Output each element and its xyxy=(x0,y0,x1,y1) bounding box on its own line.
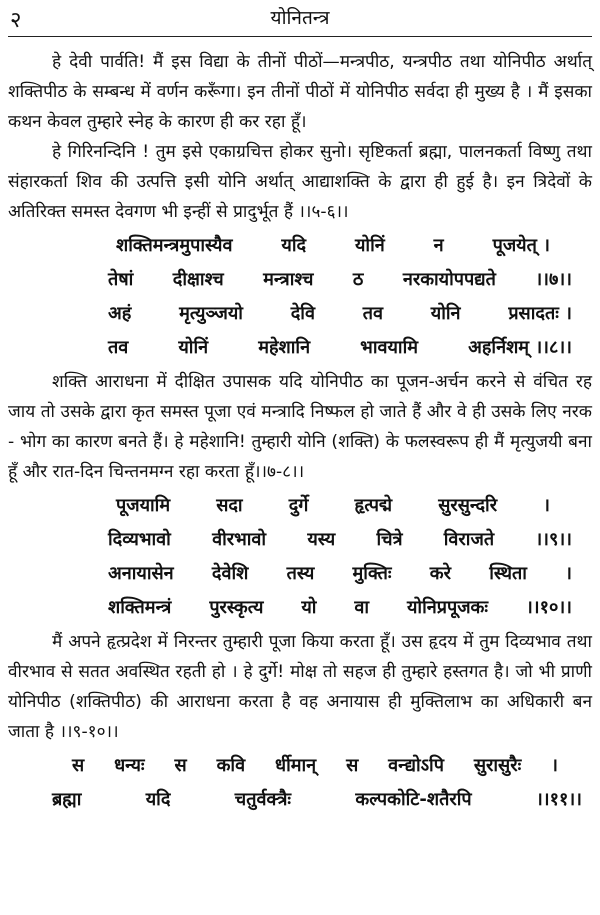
verse-word: पूजयेत् । xyxy=(492,235,550,256)
paragraph-2: हे गिरिनन्दिनि ! तुम इसे एकाग्रचित्त होकर सुनो। सृष्टिकर्ता ब्रह्मा, पालनकर्ता विष्णु तथा संहारकर्ता शिव की उत्पत्ति इसी योनि अर्थात् आद्याशक्ति के द्वारा ही हुई है। इन त्रिदेवों के अतिरिक्त समस्त देवगण भी इन्हीं से प्रादुर्भूत हैं ।।५-६।। xyxy=(8,142,592,222)
verse-word: योनि xyxy=(430,303,461,324)
verse-word: सुरसुन्दरि xyxy=(438,495,498,516)
verse-word: महेशानि xyxy=(258,337,311,358)
verse-word: स xyxy=(174,755,187,776)
verse-word: देवेशि xyxy=(211,563,249,584)
page-header xyxy=(8,0,592,37)
verse-line xyxy=(108,557,572,591)
verse-word: ठ xyxy=(352,269,364,290)
verse-word: चतुर्वक्त्रैः xyxy=(234,789,292,810)
verse-word: कल्पकोटि-शतैरपि xyxy=(355,789,472,810)
verse-block-5-8 xyxy=(8,229,592,365)
verse-word: तव xyxy=(108,337,129,358)
verse-number: ।।७।। xyxy=(535,269,572,290)
verse-number: ।।९।। xyxy=(535,529,572,550)
verse-line xyxy=(72,749,558,783)
verse-word: मुक्तिः xyxy=(352,563,392,584)
page-number: २ xyxy=(10,8,22,33)
verse-word: यदि xyxy=(281,235,307,256)
verse-word: पुरस्कृत्य xyxy=(209,597,264,618)
verse-word: स्थिता xyxy=(489,563,527,584)
verse-word: सुरासुरैः xyxy=(473,755,522,776)
verse-word: अनायासेन xyxy=(108,563,174,584)
verse-word: भावयामि xyxy=(360,337,419,358)
verse-word: र्धीमान् xyxy=(275,755,317,776)
verse-word: । xyxy=(565,563,572,584)
verse-word: । xyxy=(551,755,558,776)
verse-word: अहर्निशम् ।।८।। xyxy=(468,337,572,358)
paragraph-3: शक्ति आराधना में दीक्षित उपासक यदि योनिपीठ का पूजन-अर्चन करने से वंचित रह जाय तो उसके द्वारा कृत समस्त पूजा एवं मन्त्रादि निष्फल हो जाते हैं और वे ही उसके लिए नरक - भोग का कारण बनते हैं। हे महेशानि! तुम्हारी योनि (शक्ति) के फलस्वरूप ही मैं मृत्युजयी बना हूँ और रात-दिन चिन्तनमग्न रहा करता हूँ।।७-८।। xyxy=(8,372,592,482)
verse-word: प्रसादतः । xyxy=(508,303,572,324)
verse-word: तेषां xyxy=(108,269,134,290)
paragraph-4: मैं अपने हृत्प्रदेश में निरन्तर तुम्हारी पूजा किया करता हूँ। उस हृदय में तुम दिव्यभाव तथा वीरभाव से सतत अवस्थित रहती हो । हे दुर्गे! मोक्ष तो सहज ही तुम्हारे हस्तगत है। जो भी प्राणी योनिपीठ (शक्तिपीठ) की आराधना करता है वह अनायास ही मुक्तिलाभ का अधिकारी बन जाता है ।।९-१०।। xyxy=(8,632,592,742)
verse-line xyxy=(116,229,550,263)
verse-word: शक्तिमन्त्रं xyxy=(108,597,172,618)
running-title: योनितन्त्र xyxy=(270,7,330,29)
verse-word: यस्य xyxy=(307,529,336,550)
verse-word: सदा xyxy=(216,495,243,516)
verse-block-9-10 xyxy=(8,489,592,625)
verse-word: । xyxy=(543,495,550,516)
verse-word: करे xyxy=(429,563,451,584)
verse-word: स xyxy=(346,755,359,776)
verse-word: अहं xyxy=(108,303,132,324)
verse-word: योनिं xyxy=(178,337,209,358)
verse-word: यदि xyxy=(145,789,171,810)
verse-line xyxy=(108,297,572,331)
verse-word: कवि xyxy=(216,755,246,776)
verse-word: न xyxy=(433,235,444,256)
verse-word: स xyxy=(72,755,85,776)
verse-word: वन्द्योऽपि xyxy=(388,755,444,776)
verse-line xyxy=(108,331,572,365)
verse-word: तस्य xyxy=(286,563,315,584)
verse-word: तव xyxy=(362,303,384,324)
verse-word: देवि xyxy=(290,303,315,324)
verse-word: योनिं xyxy=(354,235,385,256)
verse-word: धन्यः xyxy=(114,755,145,776)
verse-number: ।।११।। xyxy=(535,789,582,810)
verse-word: चित्रे xyxy=(376,529,403,550)
verse-word: हृत्पद्मे xyxy=(354,495,393,516)
verse-word: मन्त्राश्च xyxy=(263,269,314,290)
verse-word: शक्तिमन्त्रमुपास्यैव xyxy=(116,235,233,256)
verse-word: दुर्गे xyxy=(288,495,309,516)
verse-word: योनिप्रपूजकः xyxy=(406,597,489,618)
verse-word: पूजयामि xyxy=(116,495,171,516)
verse-line xyxy=(108,263,572,297)
verse-block-11 xyxy=(8,749,592,817)
verse-word: यो xyxy=(301,597,317,618)
verse-line xyxy=(108,523,572,557)
verse-word: दिव्यभावो xyxy=(108,529,171,550)
verse-word: मृत्युञ्जयो xyxy=(179,303,243,324)
verse-line xyxy=(52,783,582,817)
verse-word: वीरभावो xyxy=(212,529,267,550)
verse-number: ।।१०।। xyxy=(525,597,572,618)
verse-word: वा xyxy=(354,597,370,618)
verse-word: विराजते xyxy=(443,529,495,550)
verse-line xyxy=(116,489,550,523)
verse-word: नरकायोपपद्यते xyxy=(402,269,496,290)
verse-line xyxy=(108,591,572,625)
verse-word: ब्रह्मा xyxy=(52,789,82,810)
verse-word: दीक्षाश्च xyxy=(172,269,224,290)
paragraph-1: हे देवी पार्वति! मैं इस विद्या के तीनों पीठों—मन्त्रपीठ, यन्त्रपीठ तथा योनिपीठ अर्थात् शक्तिपीठ के सम्बन्ध में वर्णन करूँगा। इन तीनों पीठों में योनिपीठ सर्वदा ही मुख्य है । मैं इसका कथन केवल तुम्हारे स्नेह के कारण ही कर रहा हूँ। xyxy=(8,52,592,132)
